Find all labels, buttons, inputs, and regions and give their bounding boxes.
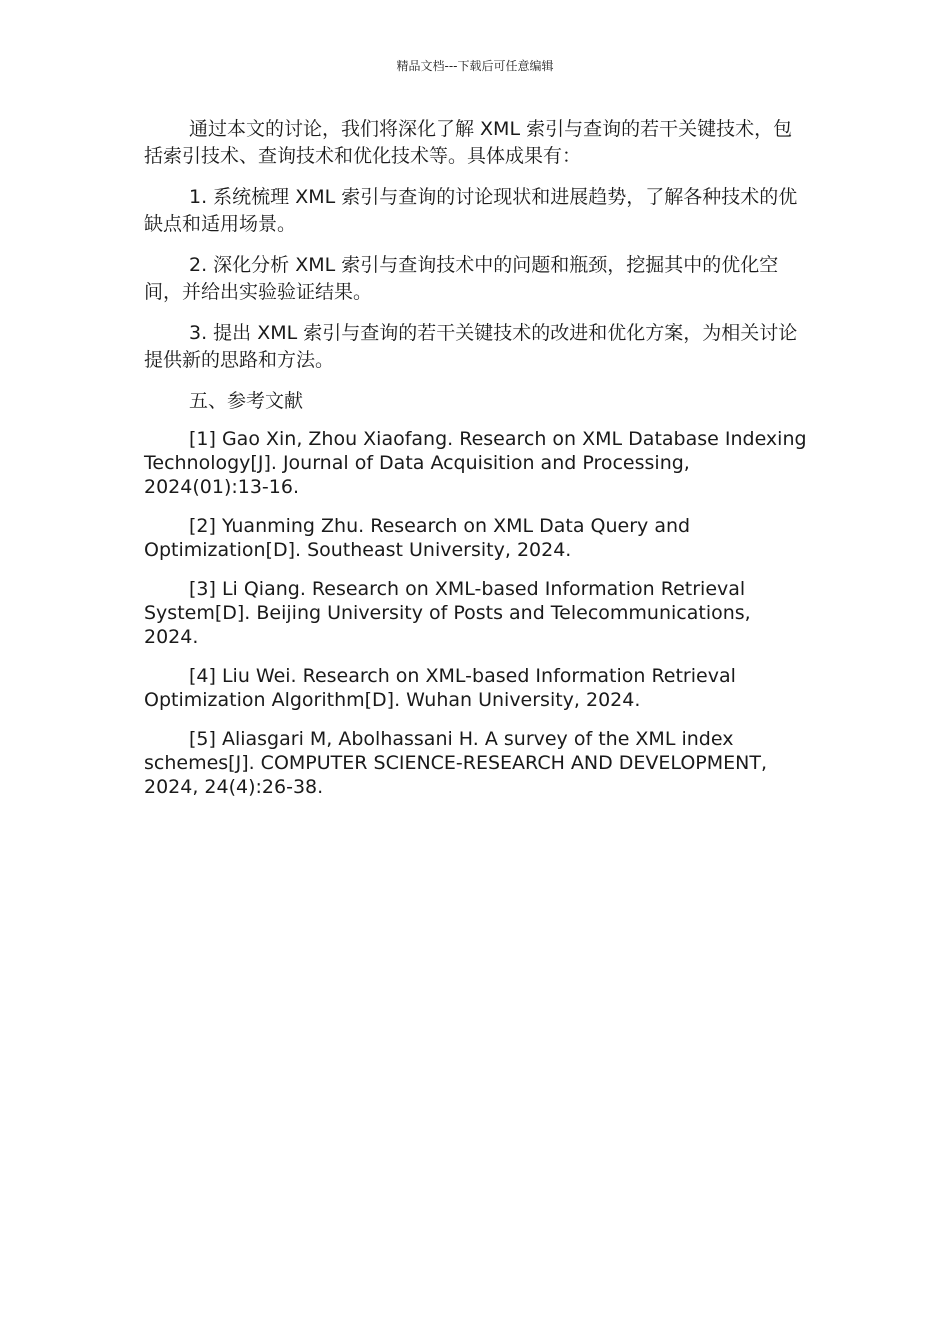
- result-item-2: 2. 深化分析 XML 索引与查询技术中的问题和瓶颈，挖掘其中的优化空间，并给出实验验证结果。: [144, 254, 779, 303]
- references-heading: 五、参考文献: [189, 390, 304, 412]
- intro-paragraph: 通过本文的讨论，我们将深化了解 XML 索引与查询的若干关键技术，包括索引技术、查询技术和优化技术等。具体成果有：: [144, 118, 793, 167]
- result-item-3: 3. 提出 XML 索引与查询的若干关键技术的改进和优化方案，为相关讨论提供新的思路和方法。: [144, 322, 798, 371]
- reference-item-1: [1] Gao Xin, Zhou Xiaofang. Research on XML Database Indexing Technology[J]. Journal of Data Acquisition and Processing, 2024(01):13-16.: [144, 428, 807, 498]
- reference-item-2: [2] Yuanming Zhu. Research on XML Data Query and Optimization[D]. Southeast University, 2024.: [144, 515, 691, 561]
- reference-item-5: [5] Aliasgari M, Abolhassani H. A survey of the XML index schemes[J]. COMPUTER SCIENCE-RESEARCH AND DEVELOPMENT, 2024, 24(4):26-38.: [144, 728, 768, 798]
- reference-item-4: [4] Liu Wei. Research on XML-based Information Retrieval Optimization Algorithm[D]. Wuhan University, 2024.: [144, 665, 736, 711]
- document-body: [144, 116, 808, 814]
- result-item-1: 1. 系统梳理 XML 索引与查询的讨论现状和进展趋势，了解各种技术的优缺点和适用场景。: [144, 186, 798, 235]
- reference-item-3: [3] Li Qiang. Research on XML-based Information Retrieval System[D]. Beijing University of Posts and Telecommunications, 2024.: [144, 578, 751, 648]
- running-header: 精品文档---下载后可任意编辑: [396, 59, 554, 73]
